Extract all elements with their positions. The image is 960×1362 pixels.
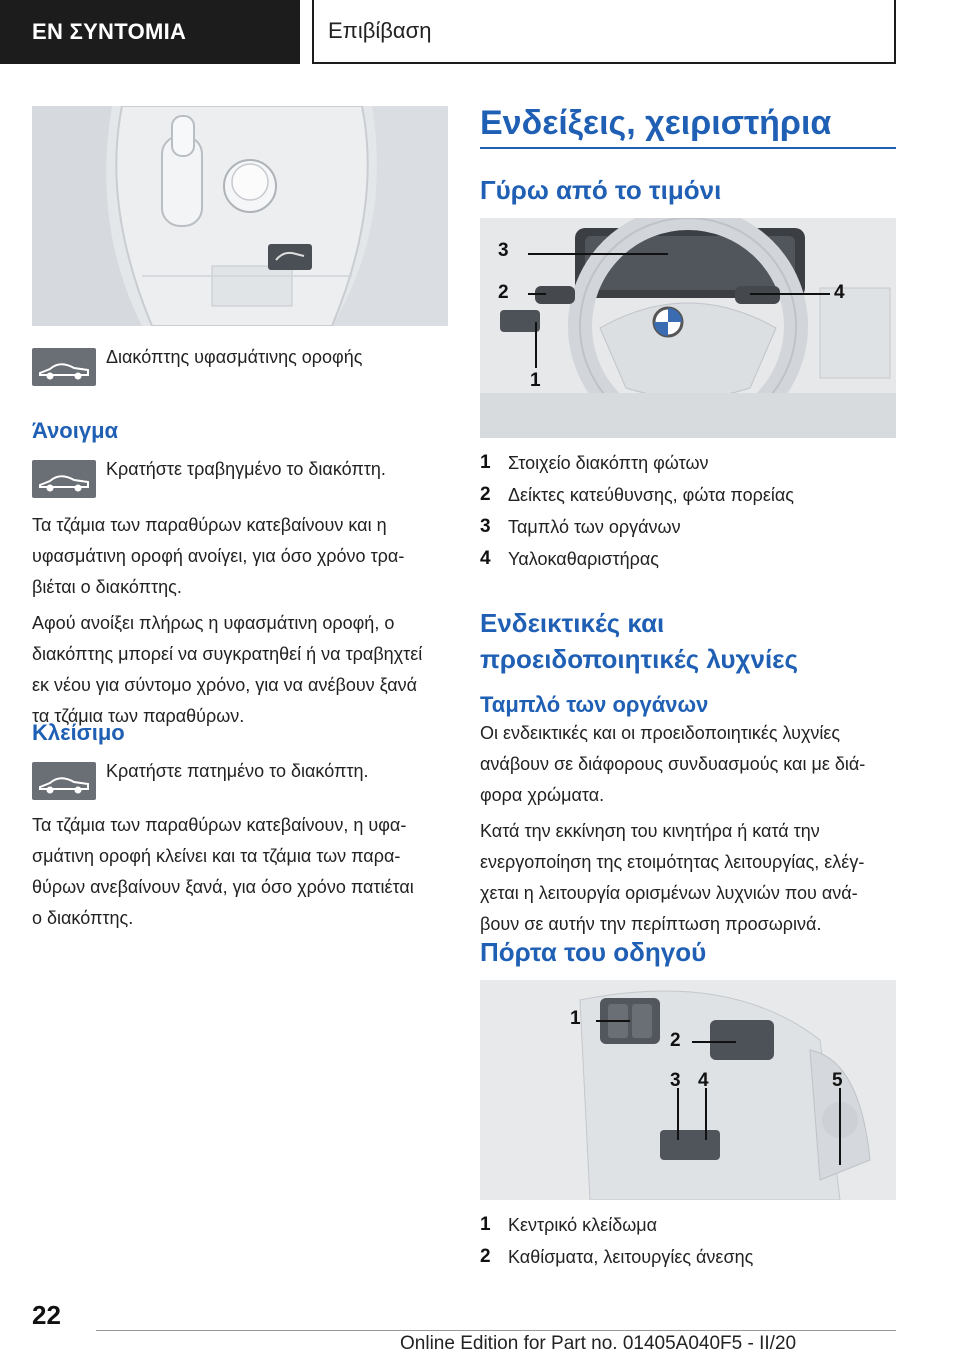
heading-close: Κλείσιμο [32, 720, 125, 745]
title-rule [480, 147, 896, 149]
chapter-tab[interactable] [312, 0, 896, 64]
chapter-tab-label: Επιβίβαση [328, 18, 432, 43]
callout-2: 2 [498, 282, 509, 303]
footer-edition: Online Edition for Part no. 01405A040F5 - II/20 [400, 1333, 797, 1354]
list-item: Κεντρικό κλείδωμα [508, 1215, 658, 1235]
convertible-icon [32, 460, 96, 498]
convertible-icon [32, 762, 96, 800]
callout-2: 2 [670, 1030, 681, 1051]
heading-open: Άνοιγμα [32, 418, 119, 443]
list-item: Στοιχείο διακόπτη φώτων [508, 453, 709, 473]
image-caption: Διακόπτης υφασμάτινης οροφής [106, 347, 363, 367]
section-tab[interactable] [0, 0, 300, 64]
convertible-icon [32, 348, 96, 386]
open-instruction: Κρατήστε τραβηγμένο το διακόπτη. [106, 459, 386, 479]
page-number: 22 [32, 1300, 61, 1330]
page-title: Ενδείξεις, χειριστήρια [480, 104, 832, 142]
callout-3: 3 [498, 240, 509, 261]
callout-5: 5 [832, 1070, 843, 1091]
driver-door-photo [480, 980, 896, 1200]
callout-1: 1 [570, 1008, 581, 1029]
heading-steering: Γύρω από το τιμόνι [480, 175, 722, 205]
callout-4: 4 [698, 1070, 709, 1091]
callout-1: 1 [530, 370, 541, 391]
list-item: Καθίσματα, λειτουργίες άνεσης [508, 1247, 754, 1267]
heading-lamps: Ενδεικτικές και προειδοποιητικές λυχνίες [480, 608, 799, 674]
close-instruction: Κρατήστε πατημένο το διακόπτη. [106, 761, 369, 781]
list-item: Δείκτες κατεύθυνσης, φώτα πορείας [508, 485, 794, 505]
subheading-instrument-panel: Ταμπλό των οργάνων [480, 692, 709, 717]
callout-3: 3 [670, 1070, 681, 1091]
callout-4: 4 [834, 282, 845, 303]
list-item: Υαλοκαθαριστήρας [508, 549, 659, 569]
list-item: Ταμπλό των οργάνων [508, 517, 681, 537]
heading-driver-door: Πόρτα του οδηγού [480, 937, 707, 967]
section-tab-label: EN ΣΥΝΤΟΜΙΑ [32, 19, 187, 44]
soft-top-switch-photo [32, 106, 448, 326]
footer-rule [96, 1330, 896, 1331]
steering-wheel-photo [480, 218, 896, 438]
